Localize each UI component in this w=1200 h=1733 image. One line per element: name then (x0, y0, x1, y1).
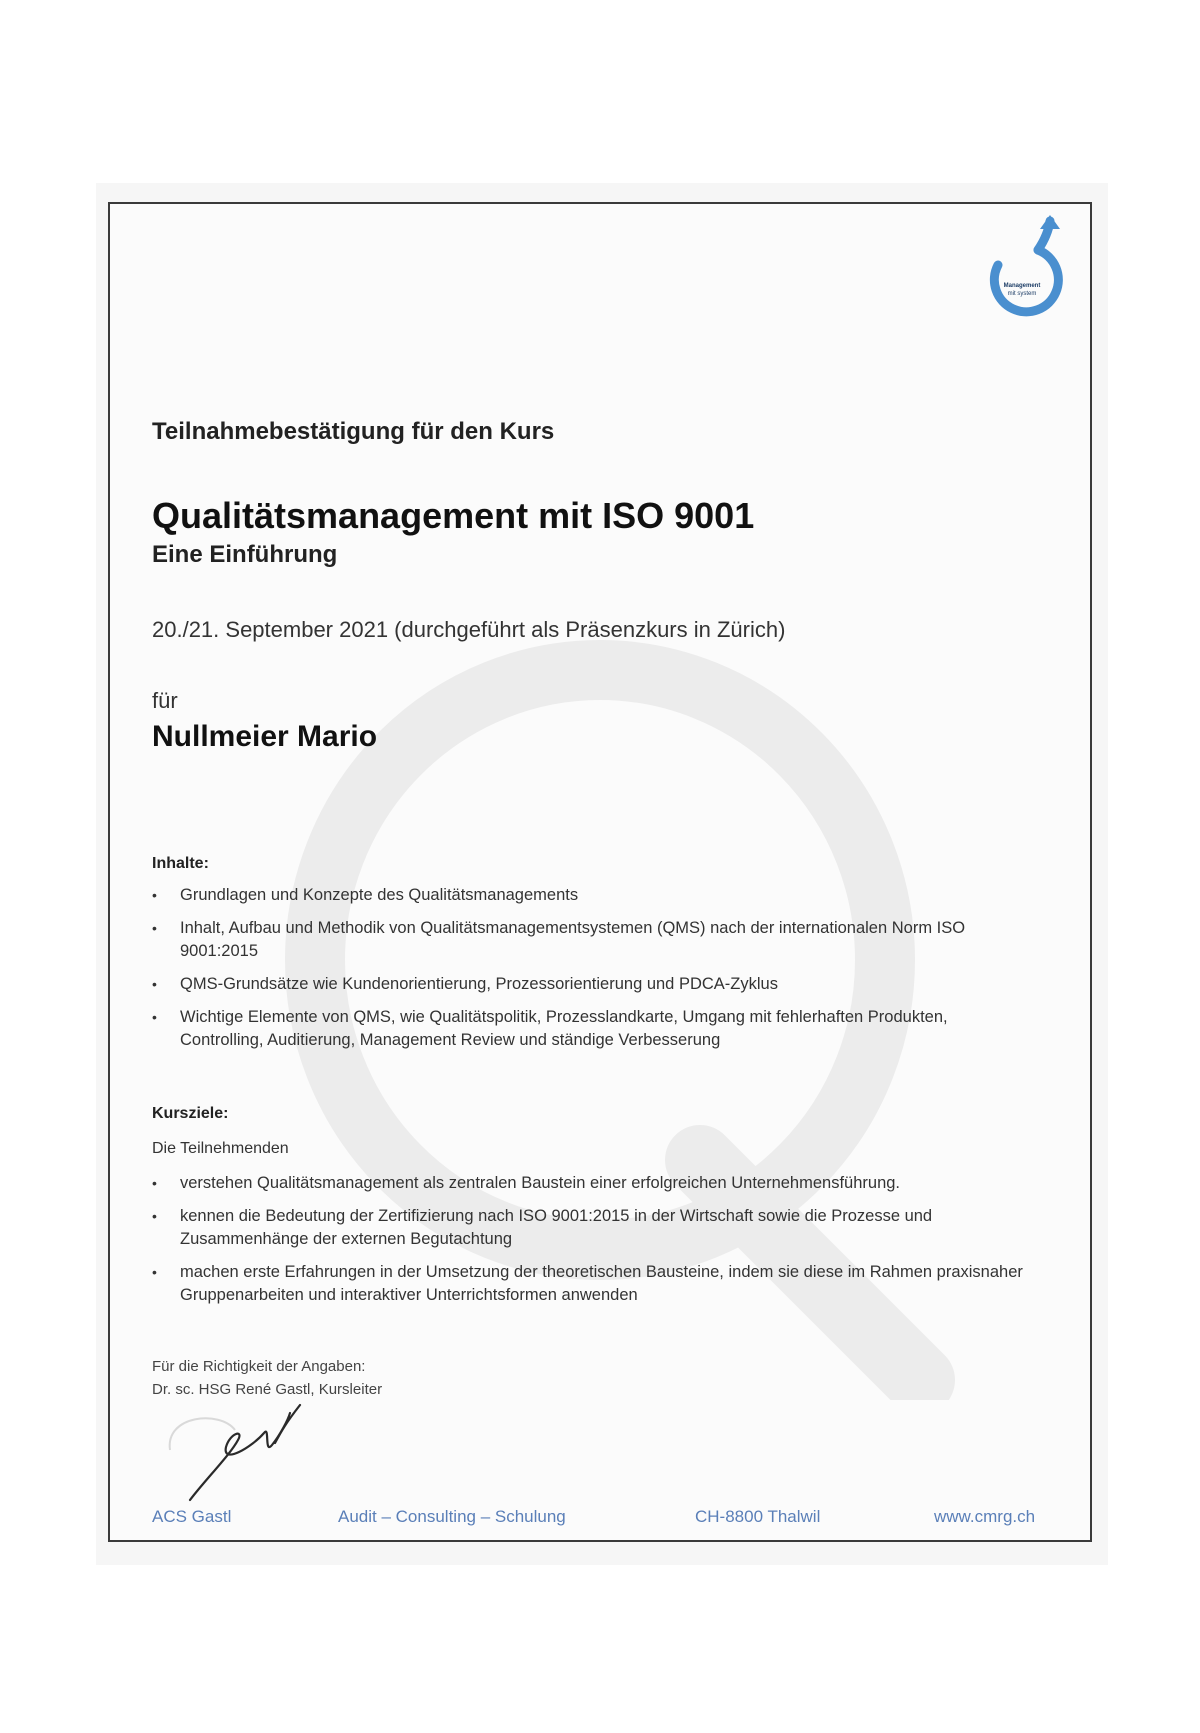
goals-intro: Die Teilnehmenden (152, 1140, 289, 1157)
list-item: • QMS-Grundsätze wie Kundenorientierung, Prozessorientierung und PDCA-Zyklus (152, 973, 1032, 996)
list-item: • machen erste Erfahrungen in der Umsetzung der theoretischen Bausteine, indem sie diese im Rahmen praxisnaher Gruppenarbeiten und interaktiver Unterrichtsformen anwenden (152, 1261, 1032, 1307)
footer-website[interactable]: www.cmrg.ch (934, 1507, 1036, 1526)
logo-text-line1: Management (1003, 283, 1041, 289)
footer-company: ACS Gastl (152, 1507, 232, 1526)
list-item: • Grundlagen und Konzepte des Qualitätsmanagements (152, 884, 1032, 907)
participant-name: Nullmeier Mario (152, 720, 378, 753)
confirmation-heading: Teilnahmebestätigung für den Kurs (152, 418, 555, 445)
logo-text-line2: mit system (1007, 291, 1037, 297)
goals-label: Kursziele: (152, 1105, 229, 1122)
footer-location: CH-8800 Thalwil (695, 1507, 821, 1526)
signature-caption: Für die Richtigkeit der Angaben: (152, 1358, 366, 1375)
course-title: Qualitätsmanagement mit ISO 9001 (152, 495, 755, 536)
footer-services: Audit – Consulting – Schulung (338, 1507, 566, 1526)
goals-list (152, 1172, 1032, 1317)
contents-label: Inhalte: (152, 855, 209, 872)
list-item: • Wichtige Elemente von QMS, wie Qualitätspolitik, Prozesslandkarte, Umgang mit fehlerhaften Produkten, Controlling, Auditierung, Management Review und ständige Verbesserung (152, 1006, 1032, 1052)
list-item: • Inhalt, Aufbau und Methodik von Qualitätsmanagementsystemen (QMS) nach der internationalen Norm ISO 9001:2015 (152, 917, 1032, 963)
for-label: für (152, 688, 178, 713)
course-date: 20./21. September 2021 (durchgeführt als Präsenzkurs in Zürich) (152, 617, 786, 642)
list-item: • verstehen Qualitätsmanagement als zentralen Baustein einer erfolgreichen Unternehmensführung. (152, 1172, 1032, 1195)
course-subtitle: Eine Einführung (152, 541, 338, 568)
handwritten-signature (160, 1385, 335, 1515)
signatory-name: Dr. sc. HSG René Gastl, Kursleiter (152, 1381, 383, 1398)
contents-list (152, 884, 1032, 1062)
managementsystem-logo-icon (978, 215, 1068, 330)
list-item: • kennen die Bedeutung der Zertifizierung nach ISO 9001:2015 in der Wirtschaft sowie die Prozesse und Zusammenhänge der externen Begutachtung (152, 1205, 1032, 1251)
